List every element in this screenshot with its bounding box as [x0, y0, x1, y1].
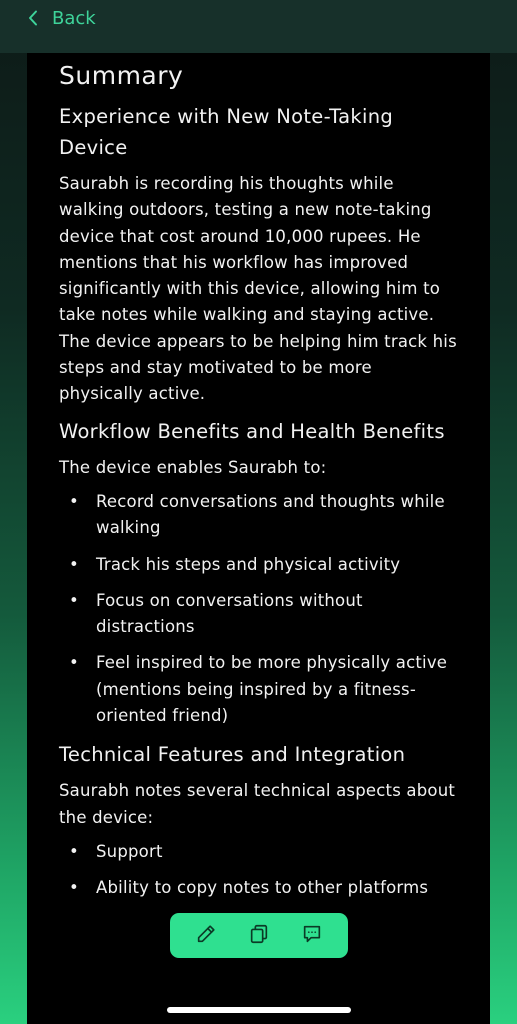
list-item: • Track his steps and physical activity	[59, 552, 459, 578]
comment-icon	[301, 923, 323, 949]
list-item: • Focus on conversations without distractions	[59, 588, 459, 641]
top-bar	[0, 0, 517, 53]
section-intro: Saurabh notes several technical aspects about the device:	[59, 781, 456, 827]
section-heading: Experience with New Note-Taking Device	[59, 105, 394, 159]
back-label: Back	[52, 7, 96, 29]
summary-content	[59, 53, 459, 912]
list-item: • Ability to copy notes to other platforms	[59, 875, 459, 901]
section-heading: Workflow Benefits and Health Benefits	[59, 419, 445, 443]
copy-icon	[248, 923, 270, 949]
edit-pencil-icon	[195, 923, 217, 949]
list-item: • Record conversations and thoughts while walking	[59, 489, 459, 542]
comment-button[interactable]	[294, 918, 330, 954]
home-indicator	[167, 1007, 351, 1013]
bullet-list	[59, 489, 459, 729]
chevron-left-icon	[28, 10, 38, 26]
edit-button[interactable]	[188, 918, 224, 954]
section-paragraph: Saurabh is recording his thoughts while walking outdoors, testing a new note-taking device that cost around 10,000 rupees. He mentions that his workflow has improved significantly with this device, allowing him to take notes while walking and staying active. The device appears to be helping him track his steps and stay motivated to be more physically active.	[59, 174, 457, 404]
floating-action-bar	[170, 913, 348, 958]
section-intro: The device enables Saurabh to:	[59, 457, 327, 477]
bullet-list	[59, 839, 459, 902]
page-title: Summary	[59, 61, 184, 90]
summary-panel	[27, 53, 490, 1024]
back-button[interactable]	[28, 4, 96, 32]
copy-button[interactable]	[241, 918, 277, 954]
section-heading: Technical Features and Integration	[59, 743, 406, 767]
list-item: • Support	[59, 839, 459, 865]
list-item: • Feel inspired to be more physically active (mentions being inspired by a fitness-oriented friend)	[59, 650, 459, 729]
